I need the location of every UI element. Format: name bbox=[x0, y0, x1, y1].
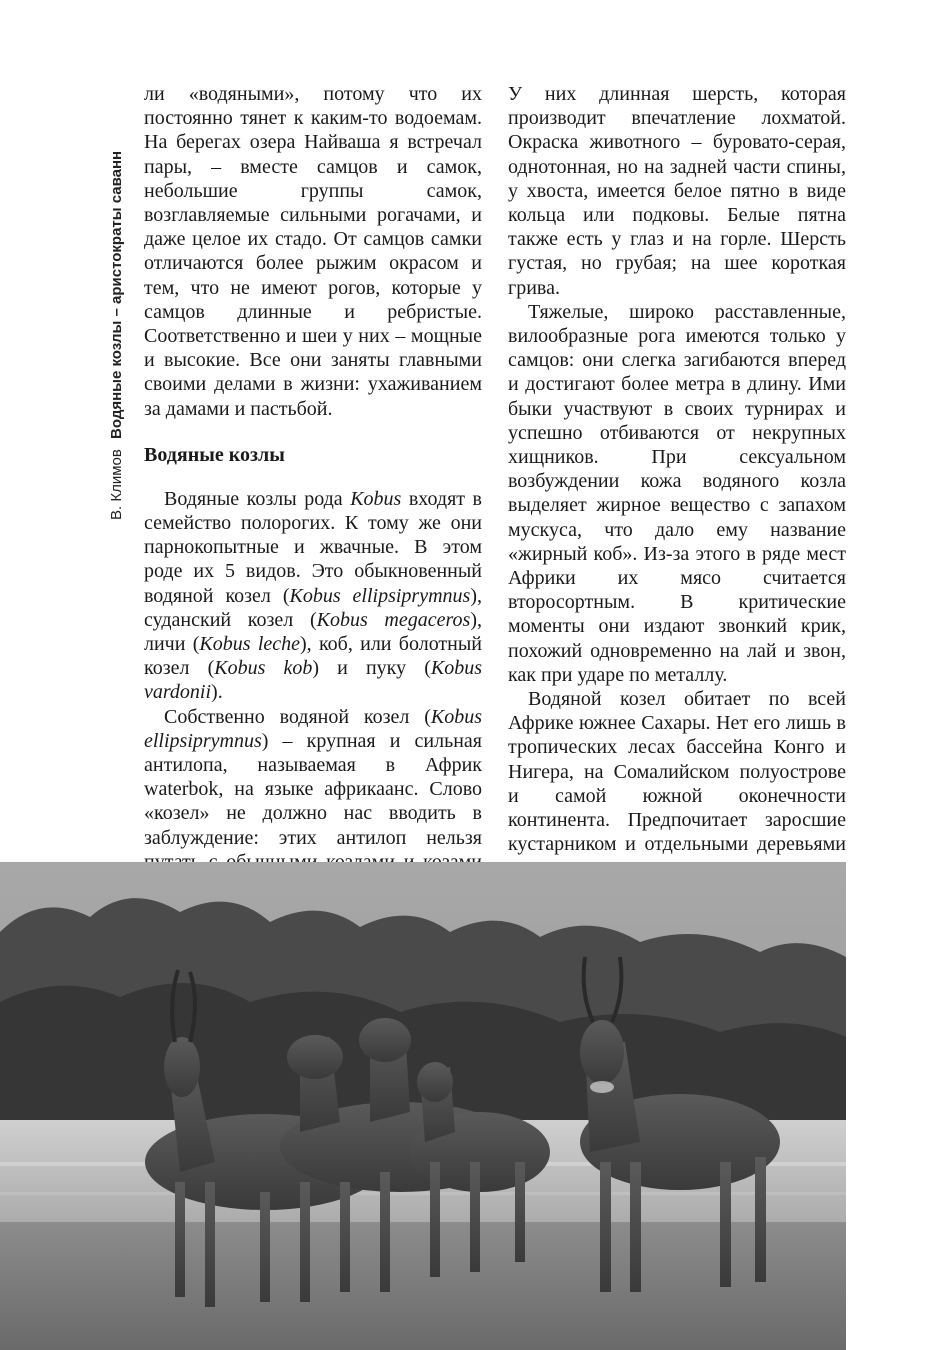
waterbuck-paragraph: Собственно водяной козел (Kobus ellipsiprymnus) – крупная и сильная антилопа, называемая в Африк waterbok, на языке африкаанс. Слово «козел» не должно нас вводить в заблуждение: этих антилоп нельзя bbox=[144, 705, 482, 947]
latin-name: Kobus megaceros bbox=[316, 608, 471, 631]
horns-paragraph: Тяжелые, широко расставленные, вилообразные рога имеются только у самцов: они слегка загибаются вперед и достигают более метра в длину. Ими быки участвуют в своих турнирах и успешно отбиваются от некрупных хищников. При сексуальном возбуждении кожа водяного козла выделяет жирное вещество с запахом мускуса, что дало ему название «жирный коб». Из-за этого в ряде мест Африки их мясо считается второсортным. В критические моменты они издают звонкий крик, похожий одновременно на лай и звон, как при ударе по металлу. bbox=[508, 300, 846, 686]
latin-name: Kobus vardonii bbox=[144, 657, 483, 704]
genus-paragraph: Водяные козлы рода Kobus входят в семейство полорогих. К тому же они парнокопытные и жвачные. В этом роде их 5 видов. Это обыкновенный водяной козел (Kobus ellipsiprymnus), суданский козел (Kobus megaceros), личи (Kobus leche), коб, или болотный козел (Kobus kob) и пуку (Kobus vardonii). bbox=[144, 487, 483, 704]
habitat-paragraph: Водяной козел обитает по всей Африке южнее Сахары. Нет его лишь в тропических лесах бассейна Конго и Нигера, на Сомалийском полуострове и самой южной оконечности континента. Предпочитает заросшие кустарником и отдельными деревьями bbox=[508, 688, 846, 856]
left-intro-paragraph: ли «водяными», потому что их постоянно тянет к каким-то водоемам. На берегах озера Найваша я встречал пары, – вместе самцов и самок, небольшие группы самок, возглавляемые сильными рогачами, и даже целое их стадо. От самцов самки отличаются более рыжим окрасом и тем, что не имеют рогов, которые у самцов длинные и ребристые. Соответственно и шеи у них – мощные и высокие. Все они заняты главными своими делами в жизни: ухаживанием за дамами и пастьбой. bbox=[144, 83, 482, 420]
running-head-author: В. Климов bbox=[108, 449, 125, 520]
left-column bbox=[144, 82, 482, 947]
running-head-section: Водяные козлы – аристократы саванн bbox=[108, 150, 125, 439]
fur-paragraph: У них длинная шерсть, которая производит впечатление лохматой. Окраска животного – буровато-серая, однотонная, но на задней части спины, у хвоста, имеется белое пятно в виде кольца или подковы. Белые пятна также есть у глаз и на горле. Шерсть густая, но грубая; на шее короткая грива. bbox=[508, 83, 846, 299]
running-head bbox=[106, 80, 128, 520]
latin-name: Kobus ellipsiprymnus bbox=[144, 705, 482, 752]
latin-name: Kobus bbox=[350, 487, 402, 510]
waterbuck-herd-photo bbox=[0, 862, 846, 1350]
section-heading: Водяные козлы bbox=[144, 443, 285, 466]
photo-illustration bbox=[0, 862, 846, 1350]
latin-name: Kobus leche bbox=[199, 633, 301, 656]
right-column bbox=[508, 82, 846, 953]
latin-name: Kobus ellipsiprymnus bbox=[289, 584, 471, 607]
latin-name: Kobus kob bbox=[214, 657, 313, 680]
